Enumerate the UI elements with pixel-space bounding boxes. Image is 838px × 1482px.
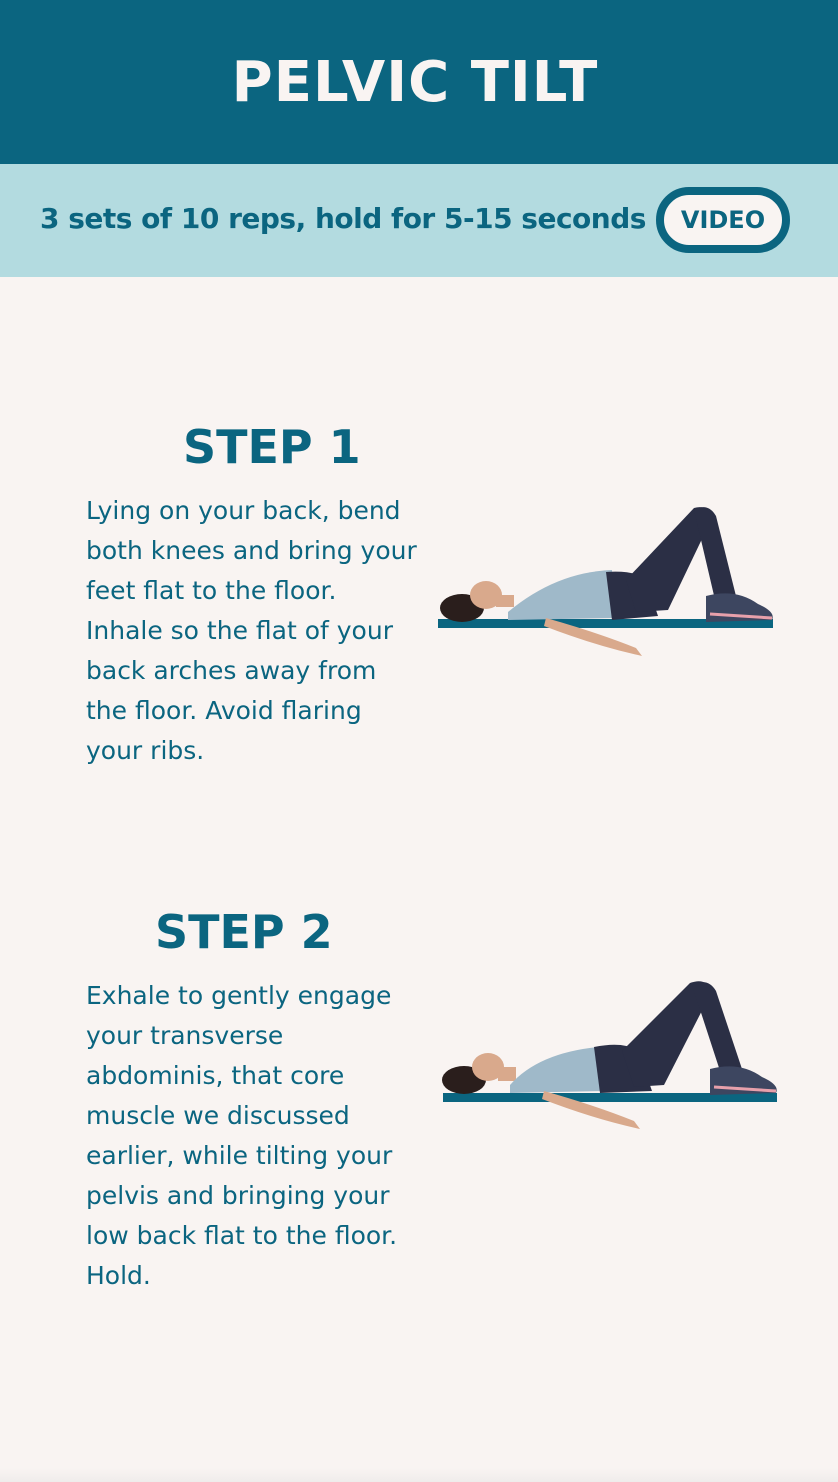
reps-text: 3 sets of 10 reps, hold for 5-15 seconds [40,202,646,235]
step-1-title: STEP 1 [183,420,361,474]
bottom-edge [0,1468,838,1482]
step-2-title: STEP 2 [155,905,333,959]
step-1-illustration [436,500,781,660]
step-2-illustration [438,975,783,1135]
step-1-text: Lying on your back, bend both knees and bring your feet flat to the floor. Inhale so the flat of your back arches away from the floor. Avoid flaring your ribs. [86,496,417,765]
step-2-text: Exhale to gently engage your transverse abdominis, that core muscle we discussed earlier, while tilting your pelvis and bringing your low back flat to the floor. Hold. [86,981,398,1290]
page-title: PELVIC TILT [231,49,599,115]
video-button[interactable] [656,187,790,253]
page-header [0,0,838,164]
video-button-label: VIDEO [680,206,766,234]
